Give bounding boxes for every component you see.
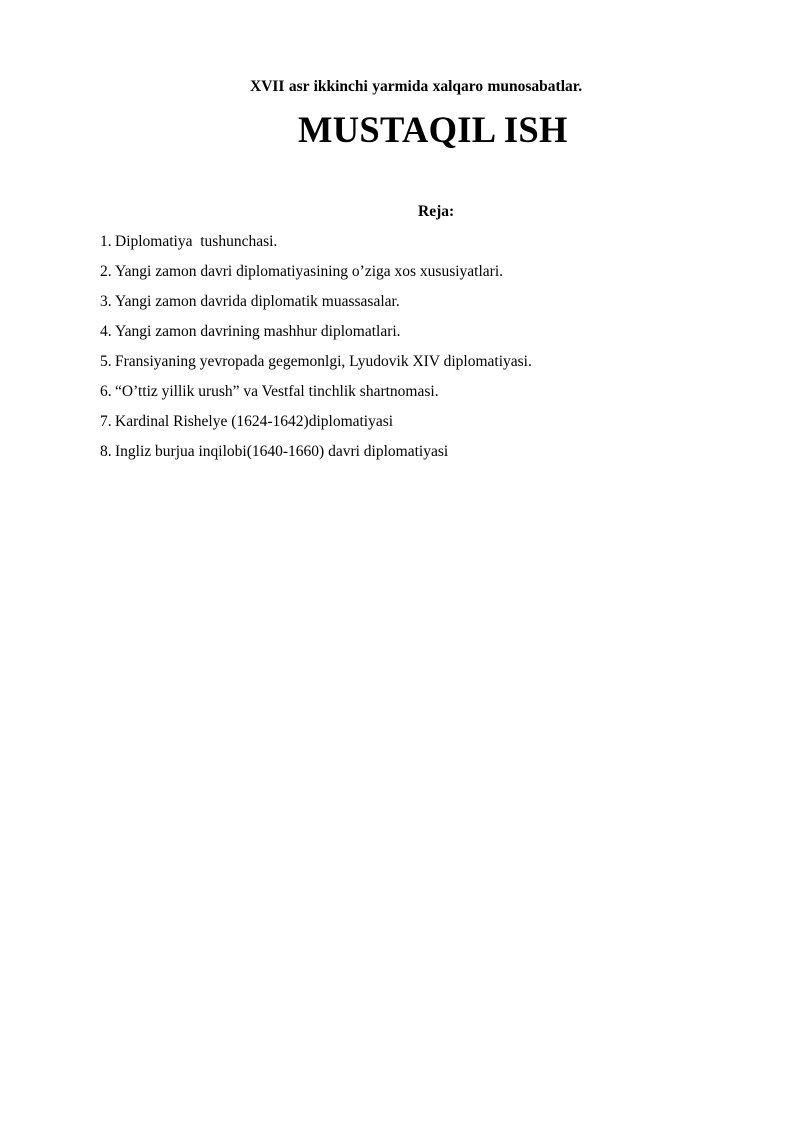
plan-item	[100, 322, 532, 352]
plan-item-text: Ingliz burjua inqilobi(1640-1660) davri diplomatiyasi	[115, 443, 449, 460]
document-title: MUSTAQIL ISH	[298, 109, 568, 150]
plan-item-text: Yangi zamon davri diplomatiyasining o’ziga xos xususiyatlari.	[115, 263, 504, 280]
plan-item-text: “O’ttiz yillik urush” va Vestfal tinchlik shartnomasi.	[115, 383, 439, 400]
plan-item-number: 3.	[100, 293, 112, 310]
plan-item-number: 8.	[100, 443, 112, 460]
document-subtitle: XVII asr ikkinchi yarmida xalqaro munosabatlar.	[250, 78, 583, 95]
plan-item-number: 7.	[100, 413, 112, 430]
plan-item-text: Yangi zamon davrining mashhur diplomatlari.	[115, 323, 401, 340]
plan-item-text: Kardinal Rishelye (1624-1642)diplomatiyasi	[115, 413, 394, 430]
plan-heading: Reja:	[418, 203, 455, 220]
plan-item-text: Fransiyaning yevropada gegemonlgi, Lyudovik XIV diplomatiyasi.	[115, 353, 532, 370]
plan-item-text: Yangi zamon davrida diplomatik muassasalar.	[115, 293, 400, 310]
plan-item-text: Diplomatiya tushunchasi.	[115, 233, 278, 250]
plan-item	[100, 262, 532, 292]
plan-item	[100, 382, 532, 412]
plan-item	[100, 352, 532, 382]
plan-item-number: 2.	[100, 263, 112, 280]
plan-item-number: 6.	[100, 383, 112, 400]
plan-item-number: 5.	[100, 353, 112, 370]
plan-item-number: 4.	[100, 323, 112, 340]
plan-item	[100, 442, 532, 472]
plan-item-number: 1.	[100, 233, 112, 250]
plan-item	[100, 232, 532, 262]
plan-list	[100, 232, 532, 472]
plan-item	[100, 292, 532, 322]
plan-item	[100, 412, 532, 442]
